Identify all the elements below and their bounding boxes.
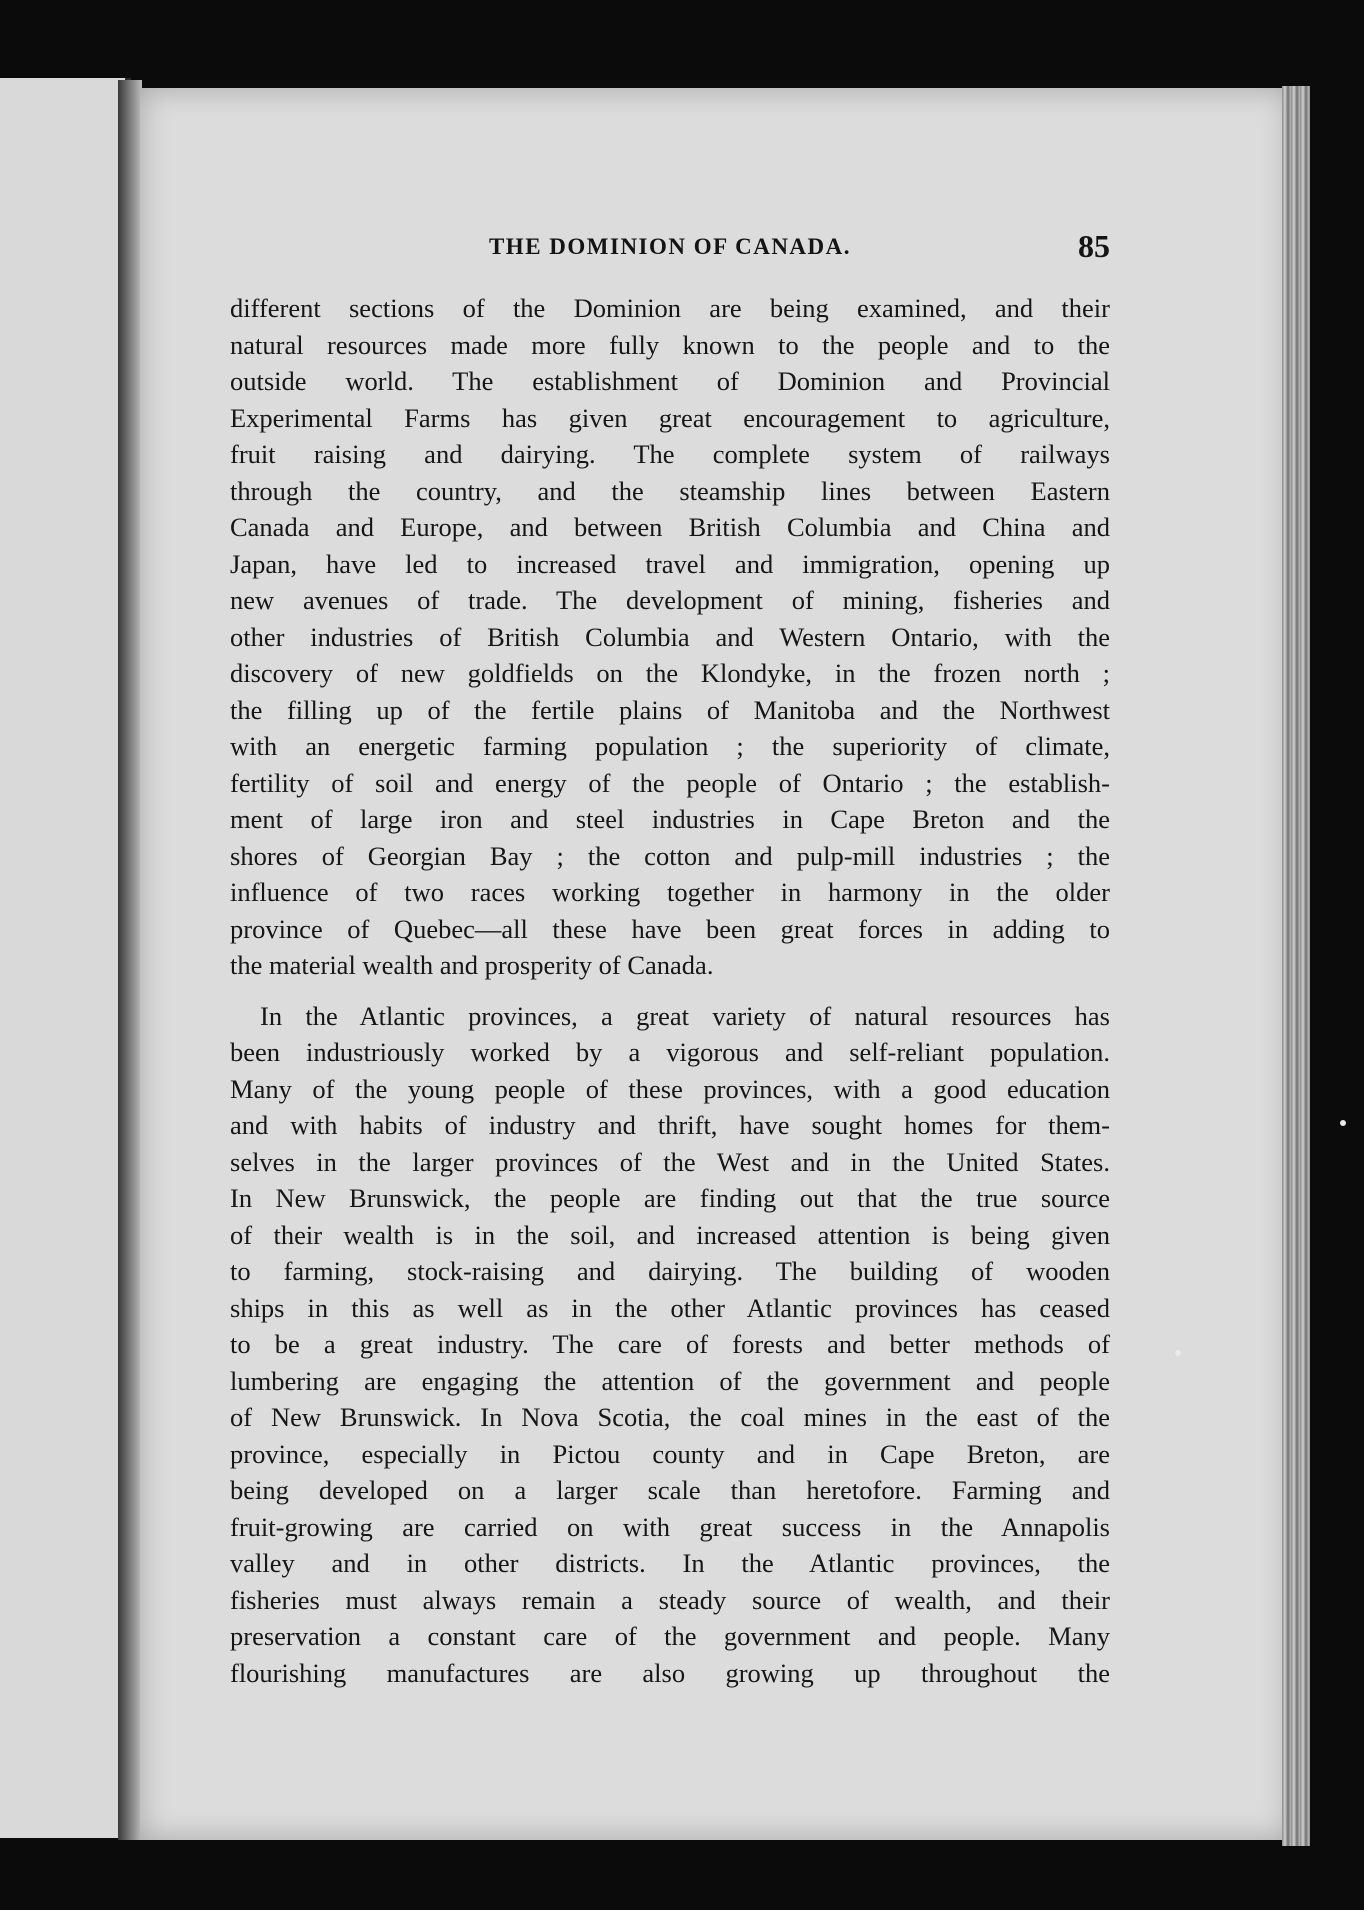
page-number: 85 xyxy=(1078,228,1110,264)
text-line: natural resources made more fully known to the people and to the xyxy=(230,329,1110,360)
text-line: Canada and Europe, and between British Columbia and China and xyxy=(230,512,1110,542)
text-line: been industriously worked by a vigorous and self-reliant population. xyxy=(230,1037,1110,1067)
paragraph-1 xyxy=(230,290,1110,984)
text-line: Experimental Farms has given great encouragement to agriculture, xyxy=(230,402,1110,433)
text-line: of New Brunswick. In Nova Scotia, the coal mines in the east of the xyxy=(230,1402,1110,1432)
body-text xyxy=(230,290,1110,1691)
text-line: different sections of the Dominion are being examined, and their xyxy=(230,293,1110,323)
text-line: to farming, stock-raising and dairying. The building of wooden xyxy=(230,1256,1110,1286)
running-head-title: THE DOMINION OF CANADA. xyxy=(488,234,852,259)
text-line: new avenues of trade. The development of mining, fisheries and xyxy=(230,585,1110,615)
text-line: being developed on a larger scale than heretofore. Farming and xyxy=(230,1475,1110,1505)
text-line: of their wealth is in the soil, and increased attention is being given xyxy=(230,1219,1110,1250)
text-line: flourishing manufactures are also growing up throughout the xyxy=(230,1657,1110,1688)
paragraph-2 xyxy=(230,998,1110,1692)
text-line: shores of Georgian Bay ; the cotton and pulp-mill industries ; the xyxy=(230,840,1110,871)
text-line: valley and in other districts. In the Atlantic provinces, the xyxy=(230,1548,1110,1578)
text-line: fruit-growing are carried on with great success in the Annapolis xyxy=(230,1511,1110,1542)
text-line: influence of two races working together in harmony in the older xyxy=(230,877,1110,907)
text-line: province, especially in Pictou county and in Cape Breton, are xyxy=(230,1438,1110,1469)
scan-speck xyxy=(1175,1350,1181,1356)
text-line: through the country, and the steamship lines between Eastern xyxy=(230,475,1110,506)
text-line: and with habits of industry and thrift, have sought homes for them- xyxy=(230,1110,1110,1140)
text-line: other industries of British Columbia and Western Ontario, with the xyxy=(230,621,1110,652)
text-line: In New Brunswick, the people are finding out that the true source xyxy=(230,1183,1110,1213)
text-line: discovery of new goldfields on the Klondyke, in the frozen north ; xyxy=(230,658,1110,688)
text-line: fruit raising and dairying. The complete system of railways xyxy=(230,439,1110,469)
text-line: selves in the larger provinces of the West and in the United States. xyxy=(230,1146,1110,1177)
running-head xyxy=(230,228,1110,268)
text-line: ment of large iron and steel industries in Cape Breton and the xyxy=(230,804,1110,834)
left-page-edge xyxy=(0,78,131,1838)
text-line: In the Atlantic provinces, a great variety of natural resources has xyxy=(260,1000,1110,1031)
text-line: the material wealth and prosperity of Canada. xyxy=(230,950,714,980)
text-line: fertility of soil and energy of the people of Ontario ; the establish- xyxy=(230,767,1110,798)
text-line: fisheries must always remain a steady source of wealth, and their xyxy=(230,1584,1110,1615)
text-line: the filling up of the fertile plains of Manitoba and the Northwest xyxy=(230,694,1110,725)
text-line: Japan, have led to increased travel and immigration, opening up xyxy=(230,548,1110,579)
text-line: Many of the young people of these provinces, with a good education xyxy=(230,1073,1110,1104)
scan-speck xyxy=(1340,1120,1346,1126)
text-line: province of Quebec—all these have been great forces in adding to xyxy=(230,913,1110,944)
text-line: outside world. The establishment of Dominion and Provincial xyxy=(230,366,1110,396)
text-line: ships in this as well as in the other Atlantic provinces has ceased xyxy=(230,1292,1110,1323)
text-line: to be a great industry. The care of forests and better methods of xyxy=(230,1329,1110,1359)
text-line: lumbering are engaging the attention of the government and people xyxy=(230,1365,1110,1396)
text-line: preservation a constant care of the government and people. Many xyxy=(230,1621,1110,1651)
text-line: with an energetic farming population ; the superiority of climate, xyxy=(230,731,1110,761)
page-stack-edge xyxy=(1282,86,1310,1846)
book-gutter-shadow xyxy=(118,80,142,1840)
